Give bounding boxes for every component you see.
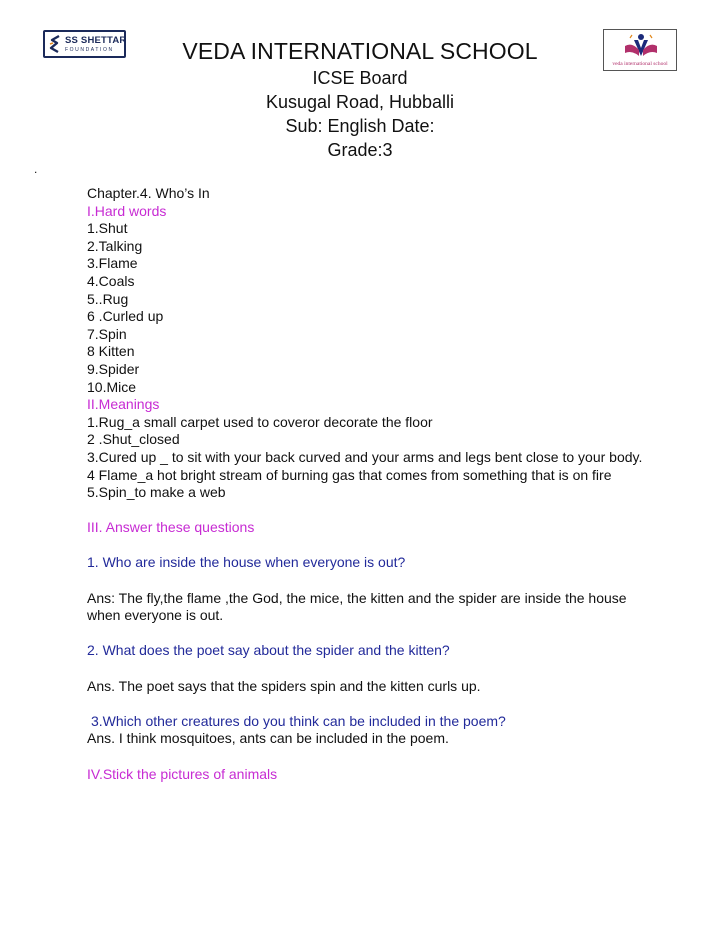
hard-word-item: 6 .Curled up <box>87 308 164 325</box>
section-4-heading: IV.Stick the pictures of animals <box>87 765 278 782</box>
meaning-item: 2 .Shut_closed <box>87 431 180 448</box>
chapter-title: Chapter.4. Who’s In <box>87 185 210 201</box>
answer-2: Ans. The poet says that the spiders spin and the kitten curls up. <box>87 677 481 694</box>
meaning-item: 4 Flame_a hot bright stream of burning gas that comes from something that is on fire <box>87 466 612 483</box>
meanings-heading: II.Meanings <box>87 396 160 413</box>
meaning-item: 3.Cured up _ to sit with your back curved and your arms and legs bent close to your body. <box>87 448 643 465</box>
hard-word-item: 9.Spider <box>87 360 140 377</box>
hard-word-item: 5..Rug <box>87 290 129 307</box>
subject-date-line: Sub: English Date: <box>285 116 435 136</box>
hard-word-item: 8 Kitten <box>87 343 135 360</box>
answer-3: Ans. I think mosquitoes, ants can be included in the poem. <box>87 730 449 747</box>
question-2: 2. What does the poet say about the spider and the kitten? <box>87 642 450 659</box>
meaning-item: 5.Spin_to make a web <box>87 484 226 501</box>
hard-word-item: 3.Flame <box>87 255 138 272</box>
left-logo-sub: FOUNDATION <box>65 47 114 53</box>
grade-line: Grade:3 <box>327 140 393 160</box>
question-1: 1. Who are inside the house when everyone is out? <box>87 554 406 571</box>
hard-word-item: 2.Talking <box>87 237 143 254</box>
stray-mark: . <box>34 162 38 176</box>
hard-word-item: 10.Mice <box>87 378 137 395</box>
question-3: 3.Which other creatures do you think can be included in the poem? <box>91 712 506 729</box>
hard-word-item: 4.Coals <box>87 272 135 289</box>
left-logo-name: SS SHETTAR <box>65 35 127 46</box>
board-line: ICSE Board <box>312 68 408 88</box>
address-line: Kusugal Road, Hubballi <box>265 92 455 112</box>
hard-word-item: 1.Shut <box>87 220 128 237</box>
worksheet-body <box>87 185 647 783</box>
answer-1: Ans: The fly,the flame ,the God, the mice, the kitten and the spider are inside the house when everyone is out. <box>87 589 627 624</box>
hard-words-heading: I.Hard words <box>87 202 167 219</box>
right-logo-caption: veda international school <box>612 61 668 67</box>
meaning-item: 1.Rug_a small carpet used to coveror decorate the floor <box>87 413 433 430</box>
questions-heading: III. Answer these questions <box>87 519 255 536</box>
hard-word-item: 7.Spin <box>87 325 127 342</box>
school-name: VEDA INTERNATIONAL SCHOOL <box>182 38 538 64</box>
